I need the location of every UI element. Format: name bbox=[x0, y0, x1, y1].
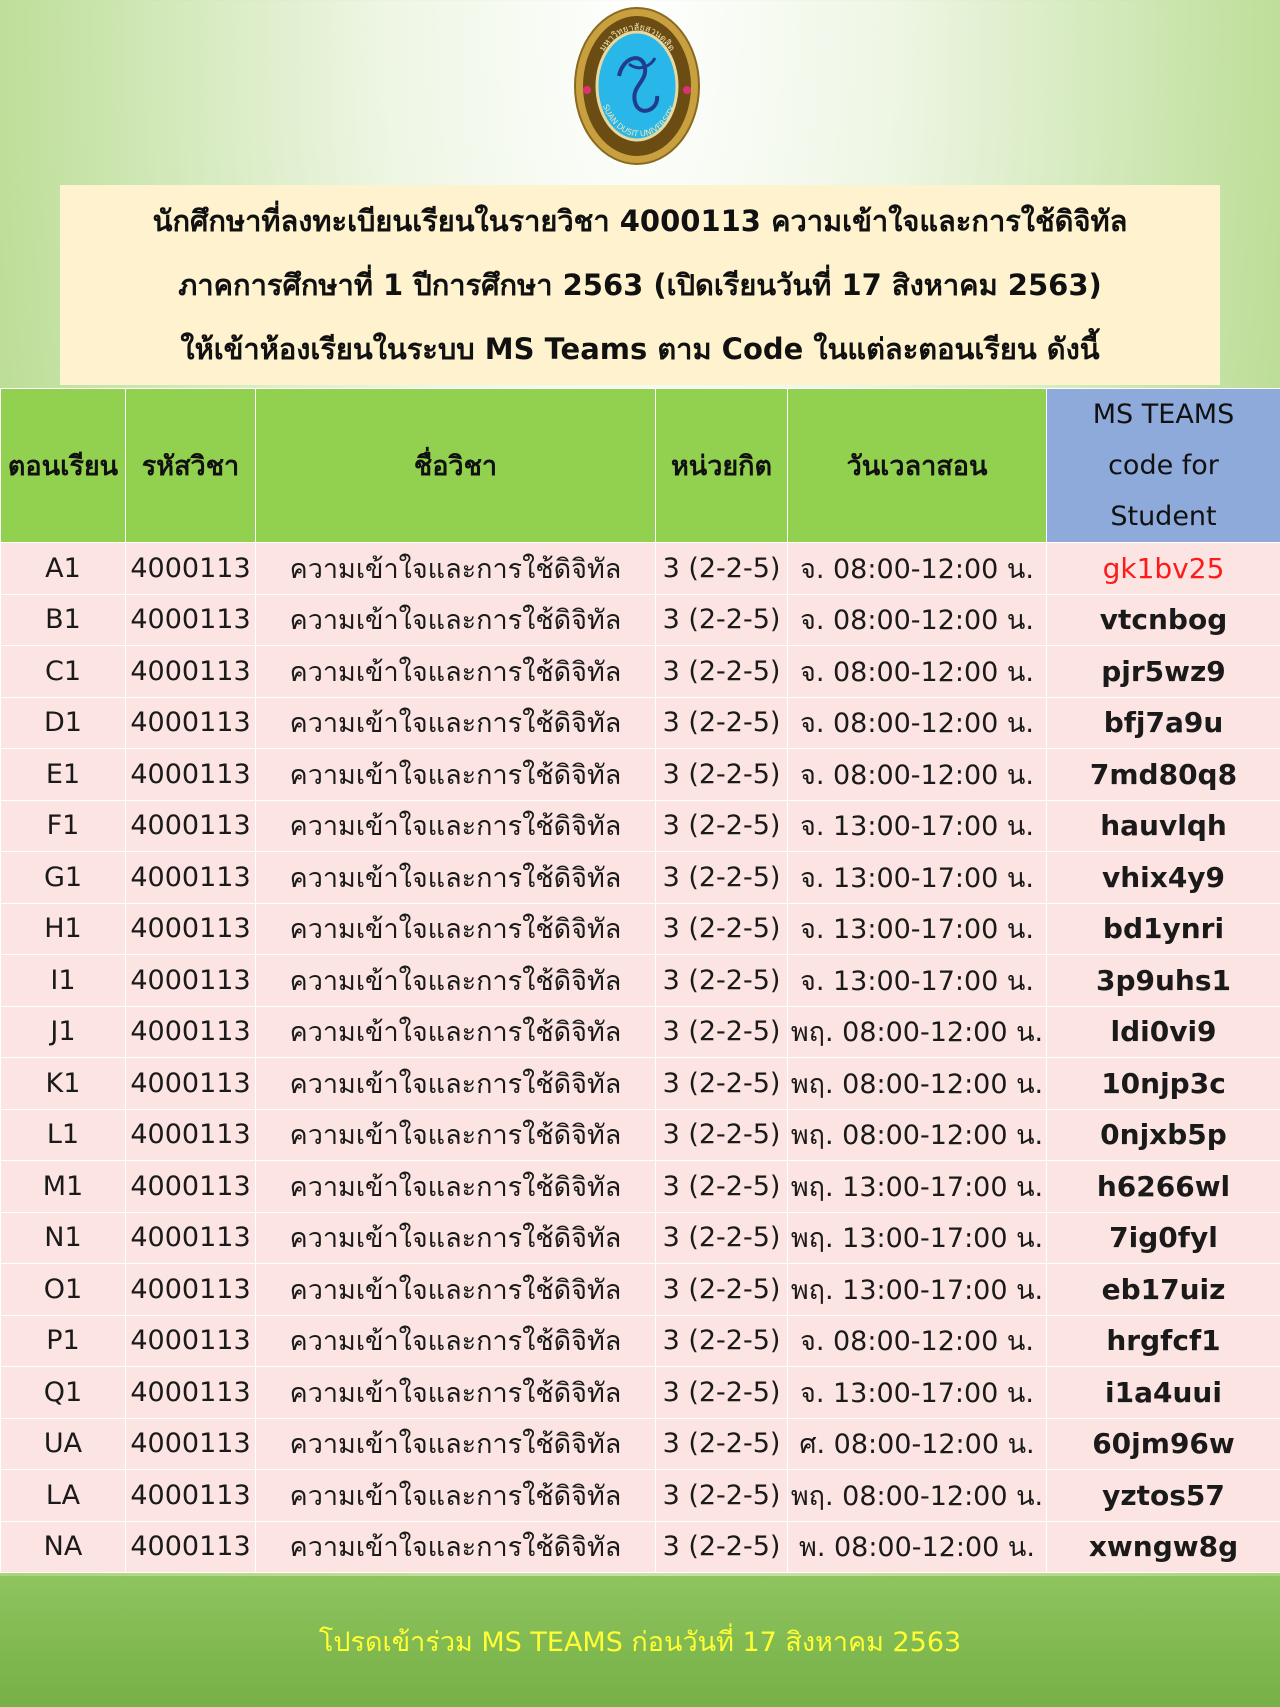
announcement-title-box bbox=[60, 185, 1220, 385]
table-row bbox=[1, 646, 1280, 698]
cell-course-name: ความเข้าใจและการใช้ดิจิทัล bbox=[256, 1315, 656, 1367]
cell-credits: 3 (2-2-5) bbox=[656, 1315, 788, 1367]
cell-section: UA bbox=[1, 1418, 126, 1470]
cell-section: P1 bbox=[1, 1315, 126, 1367]
cell-course-code: 4000113 bbox=[126, 594, 256, 646]
cell-schedule: พฤ. 13:00-17:00 น. bbox=[788, 1264, 1047, 1316]
cell-teams-code: 10njp3c bbox=[1047, 1058, 1280, 1110]
cell-course-code: 4000113 bbox=[126, 1058, 256, 1110]
cell-teams-code: ldi0vi9 bbox=[1047, 1006, 1280, 1058]
cell-course-name: ความเข้าใจและการใช้ดิจิทัล bbox=[256, 852, 656, 904]
cell-course-name: ความเข้าใจและการใช้ดิจิทัล bbox=[256, 955, 656, 1007]
header-credits: หน่วยกิต bbox=[656, 389, 788, 543]
cell-credits: 3 (2-2-5) bbox=[656, 1264, 788, 1316]
cell-schedule: พฤ. 13:00-17:00 น. bbox=[788, 1212, 1047, 1264]
cell-teams-code: bd1ynri bbox=[1047, 903, 1280, 955]
cell-schedule: จ. 08:00-12:00 น. bbox=[788, 749, 1047, 801]
footer-notice: โปรดเข้าร่วม MS TEAMS ก่อนวันที่ 17 สิงหาคม 2563 bbox=[318, 1627, 962, 1658]
table-row bbox=[1, 697, 1280, 749]
cell-section: F1 bbox=[1, 800, 126, 852]
cell-course-code: 4000113 bbox=[126, 1161, 256, 1213]
table-row bbox=[1, 852, 1280, 904]
cell-course-name: ความเข้าใจและการใช้ดิจิทัล bbox=[256, 1109, 656, 1161]
cell-course-name: ความเข้าใจและการใช้ดิจิทัล bbox=[256, 1161, 656, 1213]
cell-course-code: 4000113 bbox=[126, 1109, 256, 1161]
header-ms-line-2: code for bbox=[1108, 450, 1219, 481]
header-ms-line-1: MS TEAMS bbox=[1092, 399, 1235, 430]
table-row bbox=[1, 1315, 1280, 1367]
cell-credits: 3 (2-2-5) bbox=[656, 1470, 788, 1522]
table-row bbox=[1, 1006, 1280, 1058]
cell-section: L1 bbox=[1, 1109, 126, 1161]
cell-section: Q1 bbox=[1, 1367, 126, 1419]
header-section: ตอนเรียน bbox=[1, 389, 126, 543]
university-logo bbox=[573, 6, 701, 166]
cell-section: K1 bbox=[1, 1058, 126, 1110]
cell-schedule: ศ. 08:00-12:00 น. bbox=[788, 1418, 1047, 1470]
table-row bbox=[1, 543, 1280, 595]
cell-credits: 3 (2-2-5) bbox=[656, 697, 788, 749]
cell-course-code: 4000113 bbox=[126, 1521, 256, 1573]
cell-section: O1 bbox=[1, 1264, 126, 1316]
table-row bbox=[1, 1470, 1280, 1522]
cell-course-name: ความเข้าใจและการใช้ดิจิทัล bbox=[256, 594, 656, 646]
table-row bbox=[1, 1367, 1280, 1419]
cell-schedule: จ. 13:00-17:00 น. bbox=[788, 1367, 1047, 1419]
table-row bbox=[1, 903, 1280, 955]
cell-credits: 3 (2-2-5) bbox=[656, 903, 788, 955]
title-line-2: ภาคการศึกษาที่ 1 ปีการศึกษา 2563 (เปิดเรียนวันที่ 17 สิงหาคม 2563) bbox=[178, 268, 1102, 302]
cell-schedule: จ. 13:00-17:00 น. bbox=[788, 903, 1047, 955]
cell-teams-code: 3p9uhs1 bbox=[1047, 955, 1280, 1007]
cell-course-code: 4000113 bbox=[126, 1006, 256, 1058]
cell-course-code: 4000113 bbox=[126, 749, 256, 801]
cell-course-name: ความเข้าใจและการใช้ดิจิทัล bbox=[256, 1058, 656, 1110]
cell-teams-code: xwngw8g bbox=[1047, 1521, 1280, 1573]
cell-schedule: พฤ. 08:00-12:00 น. bbox=[788, 1470, 1047, 1522]
table-row bbox=[1, 594, 1280, 646]
university-seal-icon bbox=[573, 6, 701, 166]
table-row bbox=[1, 1109, 1280, 1161]
cell-teams-code: hrgfcf1 bbox=[1047, 1315, 1280, 1367]
cell-section: NA bbox=[1, 1521, 126, 1573]
cell-teams-code: eb17uiz bbox=[1047, 1264, 1280, 1316]
title-line-1: นักศึกษาที่ลงทะเบียนเรียนในรายวิชา 4000113 ความเข้าใจและการใช้ดิจิทัล bbox=[152, 204, 1128, 238]
cell-schedule: พฤ. 08:00-12:00 น. bbox=[788, 1109, 1047, 1161]
seal-thai-text: มหาวิทยาลัยสวนดุสิต bbox=[597, 22, 677, 54]
header-ms-line-3: Student bbox=[1110, 501, 1217, 532]
cell-course-code: 4000113 bbox=[126, 1315, 256, 1367]
table-row bbox=[1, 1264, 1280, 1316]
cell-credits: 3 (2-2-5) bbox=[656, 1058, 788, 1110]
footer-banner bbox=[0, 1576, 1280, 1707]
cell-credits: 3 (2-2-5) bbox=[656, 749, 788, 801]
cell-schedule: จ. 08:00-12:00 น. bbox=[788, 646, 1047, 698]
cell-credits: 3 (2-2-5) bbox=[656, 1109, 788, 1161]
table-body bbox=[1, 543, 1280, 1573]
table-header-row bbox=[1, 389, 1280, 543]
table-row bbox=[1, 800, 1280, 852]
cell-section: I1 bbox=[1, 955, 126, 1007]
cell-section: N1 bbox=[1, 1212, 126, 1264]
cell-teams-code: yztos57 bbox=[1047, 1470, 1280, 1522]
cell-schedule: พฤ. 08:00-12:00 น. bbox=[788, 1006, 1047, 1058]
cell-course-code: 4000113 bbox=[126, 800, 256, 852]
table-row bbox=[1, 749, 1280, 801]
cell-course-code: 4000113 bbox=[126, 1264, 256, 1316]
table-row bbox=[1, 1521, 1280, 1573]
cell-course-code: 4000113 bbox=[126, 1418, 256, 1470]
cell-course-name: ความเข้าใจและการใช้ดิจิทัล bbox=[256, 903, 656, 955]
cell-teams-code: 7md80q8 bbox=[1047, 749, 1280, 801]
cell-credits: 3 (2-2-5) bbox=[656, 1521, 788, 1573]
cell-course-name: ความเข้าใจและการใช้ดิจิทัล bbox=[256, 646, 656, 698]
cell-schedule: จ. 13:00-17:00 น. bbox=[788, 800, 1047, 852]
cell-section: E1 bbox=[1, 749, 126, 801]
cell-course-name: ความเข้าใจและการใช้ดิจิทัล bbox=[256, 1006, 656, 1058]
cell-course-name: ความเข้าใจและการใช้ดิจิทัล bbox=[256, 1470, 656, 1522]
cell-credits: 3 (2-2-5) bbox=[656, 1367, 788, 1419]
cell-teams-code: i1a4uui bbox=[1047, 1367, 1280, 1419]
cell-schedule: จ. 13:00-17:00 น. bbox=[788, 852, 1047, 904]
cell-course-code: 4000113 bbox=[126, 903, 256, 955]
table-row bbox=[1, 1161, 1280, 1213]
cell-teams-code: 60jm96w bbox=[1047, 1418, 1280, 1470]
cell-schedule: จ. 08:00-12:00 น. bbox=[788, 594, 1047, 646]
table-row bbox=[1, 1058, 1280, 1110]
cell-course-code: 4000113 bbox=[126, 955, 256, 1007]
header-course-name: ชื่อวิชา bbox=[256, 389, 656, 543]
cell-section: H1 bbox=[1, 903, 126, 955]
cell-schedule: พฤ. 08:00-12:00 น. bbox=[788, 1058, 1047, 1110]
cell-course-code: 4000113 bbox=[126, 646, 256, 698]
cell-section: B1 bbox=[1, 594, 126, 646]
cell-credits: 3 (2-2-5) bbox=[656, 1161, 788, 1213]
cell-course-name: ความเข้าใจและการใช้ดิจิทัล bbox=[256, 1418, 656, 1470]
cell-course-code: 4000113 bbox=[126, 1212, 256, 1264]
cell-schedule: จ. 08:00-12:00 น. bbox=[788, 697, 1047, 749]
header-schedule: วันเวลาสอน bbox=[788, 389, 1047, 543]
cell-section: G1 bbox=[1, 852, 126, 904]
cell-credits: 3 (2-2-5) bbox=[656, 594, 788, 646]
title-line-3: ให้เข้าห้องเรียนในระบบ MS Teams ตาม Code ในแต่ละตอนเรียน ดังนี้ bbox=[180, 332, 1100, 366]
cell-credits: 3 (2-2-5) bbox=[656, 646, 788, 698]
cell-teams-code: vhix4y9 bbox=[1047, 852, 1280, 904]
cell-course-name: ความเข้าใจและการใช้ดิจิทัล bbox=[256, 697, 656, 749]
cell-course-code: 4000113 bbox=[126, 852, 256, 904]
table-row bbox=[1, 1212, 1280, 1264]
cell-teams-code: bfj7a9u bbox=[1047, 697, 1280, 749]
cell-schedule: จ. 13:00-17:00 น. bbox=[788, 955, 1047, 1007]
cell-credits: 3 (2-2-5) bbox=[656, 1418, 788, 1470]
cell-course-name: ความเข้าใจและการใช้ดิจิทัล bbox=[256, 749, 656, 801]
cell-teams-code: vtcnbog bbox=[1047, 594, 1280, 646]
table-row bbox=[1, 955, 1280, 1007]
section-schedule-table bbox=[0, 388, 1280, 1573]
cell-teams-code: 0njxb5p bbox=[1047, 1109, 1280, 1161]
cell-credits: 3 (2-2-5) bbox=[656, 955, 788, 1007]
cell-section: M1 bbox=[1, 1161, 126, 1213]
cell-course-code: 4000113 bbox=[126, 1470, 256, 1522]
cell-course-name: ความเข้าใจและการใช้ดิจิทัล bbox=[256, 1367, 656, 1419]
cell-course-name: ความเข้าใจและการใช้ดิจิทัล bbox=[256, 1521, 656, 1573]
cell-course-name: ความเข้าใจและการใช้ดิจิทัล bbox=[256, 1264, 656, 1316]
cell-teams-code: gk1bv25 bbox=[1047, 543, 1280, 595]
header-ms-teams-code bbox=[1047, 389, 1280, 543]
cell-section: C1 bbox=[1, 646, 126, 698]
cell-schedule: จ. 08:00-12:00 น. bbox=[788, 1315, 1047, 1367]
cell-credits: 3 (2-2-5) bbox=[656, 1212, 788, 1264]
cell-section: D1 bbox=[1, 697, 126, 749]
cell-course-name: ความเข้าใจและการใช้ดิจิทัล bbox=[256, 543, 656, 595]
cell-credits: 3 (2-2-5) bbox=[656, 1006, 788, 1058]
cell-course-code: 4000113 bbox=[126, 1367, 256, 1419]
cell-course-code: 4000113 bbox=[126, 543, 256, 595]
cell-teams-code: pjr5wz9 bbox=[1047, 646, 1280, 698]
cell-schedule: จ. 08:00-12:00 น. bbox=[788, 543, 1047, 595]
header-course-code: รหัสวิชา bbox=[126, 389, 256, 543]
cell-course-name: ความเข้าใจและการใช้ดิจิทัล bbox=[256, 1212, 656, 1264]
cell-section: A1 bbox=[1, 543, 126, 595]
cell-course-name: ความเข้าใจและการใช้ดิจิทัล bbox=[256, 800, 656, 852]
cell-teams-code: h6266wl bbox=[1047, 1161, 1280, 1213]
cell-course-code: 4000113 bbox=[126, 697, 256, 749]
cell-credits: 3 (2-2-5) bbox=[656, 543, 788, 595]
cell-schedule: พ. 08:00-12:00 น. bbox=[788, 1521, 1047, 1573]
cell-credits: 3 (2-2-5) bbox=[656, 852, 788, 904]
cell-teams-code: hauvlqh bbox=[1047, 800, 1280, 852]
cell-schedule: พฤ. 13:00-17:00 น. bbox=[788, 1161, 1047, 1213]
cell-teams-code: 7ig0fyl bbox=[1047, 1212, 1280, 1264]
seal-english-text: SUAN DUSIT UNIVERSITY bbox=[600, 103, 678, 139]
table-row bbox=[1, 1418, 1280, 1470]
cell-section: LA bbox=[1, 1470, 126, 1522]
cell-section: J1 bbox=[1, 1006, 126, 1058]
cell-credits: 3 (2-2-5) bbox=[656, 800, 788, 852]
